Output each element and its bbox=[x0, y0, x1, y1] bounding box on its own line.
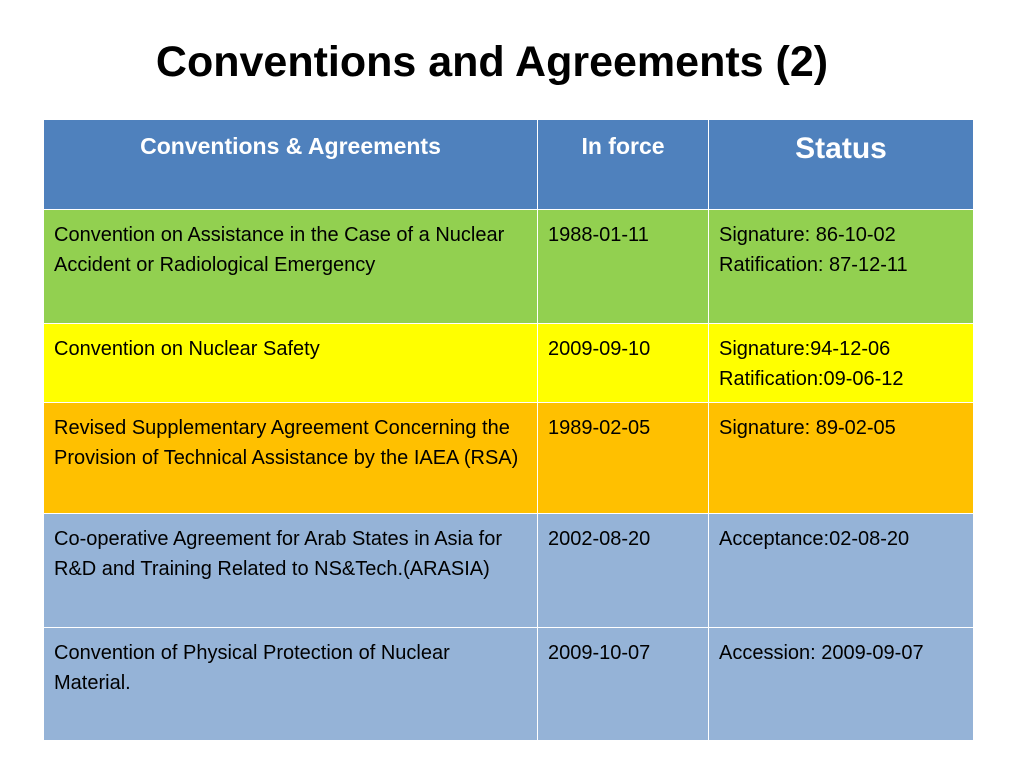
status-line: Signature: 86-10-02 bbox=[719, 224, 896, 246]
convention-name-cell: Convention on Assistance in the Case of a Nuclear Accident or Radiological Emergency bbox=[44, 210, 538, 324]
convention-name-cell: Co-operative Agreement for Arab States in Asia for R&D and Training Related to NS&Tech.(ARASIA) bbox=[44, 514, 538, 628]
status-line: Acceptance:02-08-20 bbox=[719, 528, 910, 550]
in-force-cell: 1988-01-11 bbox=[538, 210, 709, 324]
table-row bbox=[44, 210, 974, 324]
in-force-cell: 1989-02-05 bbox=[538, 403, 709, 514]
header-status: Status bbox=[709, 120, 974, 210]
status-cell bbox=[709, 324, 974, 403]
status-cell bbox=[709, 514, 974, 628]
status-cell bbox=[709, 210, 974, 324]
status-line: Ratification:09-06-12 bbox=[719, 368, 904, 390]
in-force-cell: 2002-08-20 bbox=[538, 514, 709, 628]
status-line: Accession: 2009-09-07 bbox=[719, 642, 924, 664]
header-in-force: In force bbox=[538, 120, 709, 210]
table-header-row bbox=[44, 120, 974, 210]
table-row bbox=[44, 403, 974, 514]
convention-name-cell: Convention on Nuclear Safety bbox=[44, 324, 538, 403]
table-row bbox=[44, 628, 974, 741]
convention-name-cell: Revised Supplementary Agreement Concerning the Provision of Technical Assistance by the IAEA (RSA) bbox=[44, 403, 538, 514]
in-force-cell: 2009-10-07 bbox=[538, 628, 709, 741]
table-row bbox=[44, 324, 974, 403]
conventions-table bbox=[43, 119, 974, 741]
convention-name-cell: Convention of Physical Protection of Nuclear Material. bbox=[44, 628, 538, 741]
in-force-cell: 2009-09-10 bbox=[538, 324, 709, 403]
status-line: Signature: 89-02-05 bbox=[719, 417, 896, 439]
slide-title: Conventions and Agreements (2) bbox=[155, 38, 829, 86]
status-line: Ratification: 87-12-11 bbox=[719, 254, 908, 276]
status-line: Signature:94-12-06 bbox=[719, 338, 891, 360]
status-cell bbox=[709, 403, 974, 514]
header-conventions: Conventions & Agreements bbox=[44, 120, 538, 210]
table-row bbox=[44, 514, 974, 628]
status-cell bbox=[709, 628, 974, 741]
